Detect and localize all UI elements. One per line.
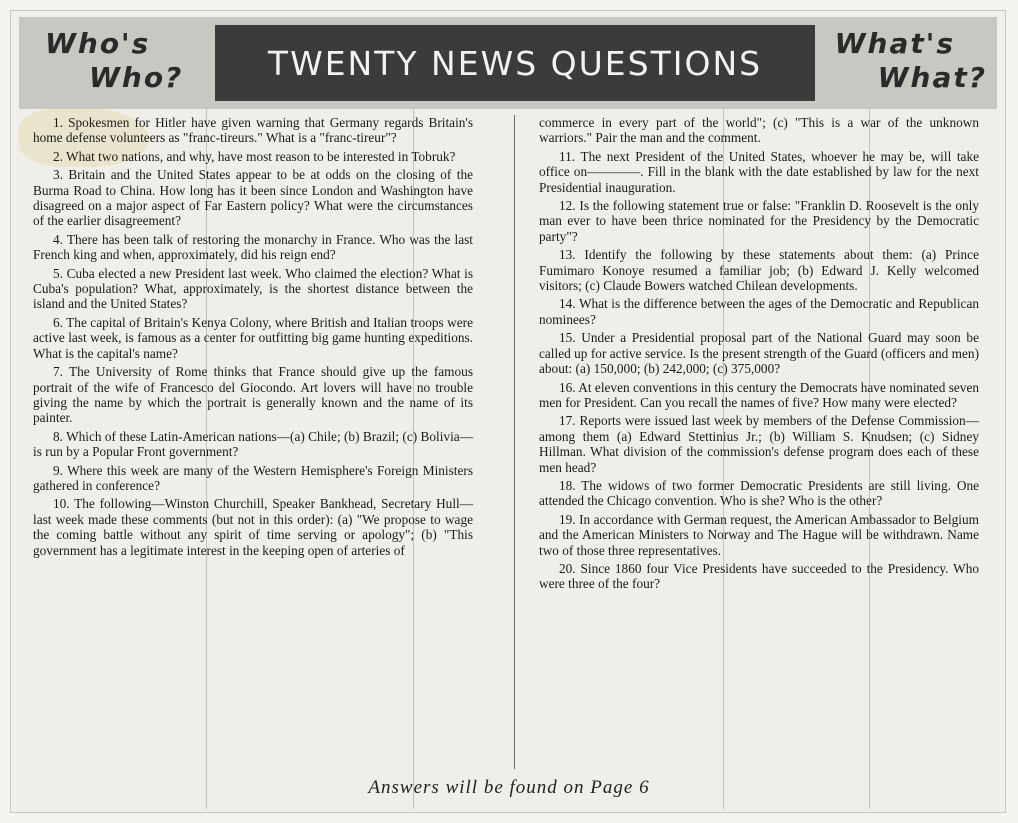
question-2: 2. What two nations, and why, have most reason to be interested in Tobruk? — [53, 148, 456, 164]
question-10: 10. The following—Winston Churchill, Speaker Bankhead, Secretary Hull—last week made these comments (but not in this order): (a) "We propose to wage the coming battle without any spirit of time serving or apology"; (b) "This government has a legitimate interest in the keeping open of arteries of — [33, 496, 473, 558]
whats-what-label: What's What? — [834, 27, 987, 94]
question-15: 15. Under a Presidential proposal part of the National Guard may soon be called up for active service. Is the present strength of the Guard (officers and men) about: (a) 150,000; (b) 242,000; (c) 375,000? — [539, 330, 979, 377]
question-10-continued: commerce in every part of the world"; (c) "This is a war of the unknown warriors." Pair the man and the comment. — [539, 115, 979, 146]
question-4: 4. There has been talk of restoring the monarchy in France. Who was the last French king and when, approximately, did his reign end? — [33, 231, 473, 263]
question-20: 20. Since 1860 four Vice Presidents have succeeded to the Presidency. Who were three of the four? — [539, 560, 979, 592]
answers-footer: Answers will be found on Page 6 — [368, 777, 650, 798]
question-17: 17. Reports were issued last week by members of the Defense Commission—among them (a) Edward Stettinius Jr.; (b) William S. Knudsen; (c) Sidney Hillman. What division of the commission's defense program does each of these men head? — [539, 413, 979, 475]
left-column — [33, 115, 473, 561]
title-banner — [215, 25, 815, 101]
question-1: 1. Spokesmen for Hitler have given warning that Germany regards Britain's home defense volunteers as "franc-tireurs." What is a "franc-tireur"? — [33, 115, 473, 146]
quiz-header — [19, 17, 997, 109]
question-8: 8. Which of these Latin-American nations—(a) Chile; (b) Brazil; (c) Bolivia—is run by a Popular Front government? — [33, 428, 473, 460]
newspaper-clipping — [10, 10, 1006, 813]
question-9: 9. Where this week are many of the Western Hemisphere's Foreign Ministers gathered in conference? — [33, 462, 473, 493]
whos-who-label: Who's Who? — [45, 27, 184, 94]
page-title: TWENTY NEWS QUESTIONS — [267, 43, 763, 83]
question-16: 16. At eleven conventions in this century the Democrats have nominated seven men for President. Can you recall the names of five? How many were elected? — [539, 379, 979, 410]
question-13: 13. Identify the following by these statements about them: (a) Prince Fumimaro Konoye resumed a familiar job; (b) Edward J. Kelly welcomed visitors; (c) Claude Bowers watched Chilean developments. — [539, 247, 979, 294]
question-11: 11. The next President of the United States, whoever he may be, will take office on————. Fill in the blank with the date established by law for the next Presidential inauguration. — [539, 148, 979, 195]
question-14: 14. What is the difference between the ages of the Democratic and Republican nominees? — [539, 296, 979, 327]
question-18: 18. The widows of two former Democratic Presidents are still living. One attended the Chicago convention. Who is she? Who is the other? — [539, 477, 979, 509]
question-19: 19. In accordance with German request, the American Ambassador to Belgium and the American Ministers to Norway and The Hague will be withdrawn. Name two of those three representatives. — [539, 511, 979, 558]
question-5: 5. Cuba elected a new President last week. Who claimed the election? What is Cuba's population? What, approximately, is the shortest distance between the island and the United States? — [33, 265, 473, 312]
right-column — [539, 115, 979, 595]
column-divider — [514, 115, 515, 769]
question-6: 6. The capital of Britain's Kenya Colony, where British and Italian troops were active last week, is famous as a center for outfitting big game hunting expeditions. What is the capital's name? — [33, 314, 473, 361]
question-12: 12. Is the following statement true or false: "Franklin D. Roosevelt is the only man ever to have been thrice nominated for the Presidency by the Democratic party"? — [539, 198, 979, 244]
question-7: 7. The University of Rome thinks that France should give up the famous portrait of the wife of Francesco del Giocondo. Art lovers will have no trouble giving the name by which the portrait is generally known and the name of its painter. — [33, 364, 473, 426]
question-3: 3. Britain and the United States appear to be at odds on the closing of the Burma Road to China. How long has it been since London and Washington have disagreed on a major aspect of Far Eastern policy? What were the circumstances of the earlier disagreement? — [33, 167, 473, 229]
